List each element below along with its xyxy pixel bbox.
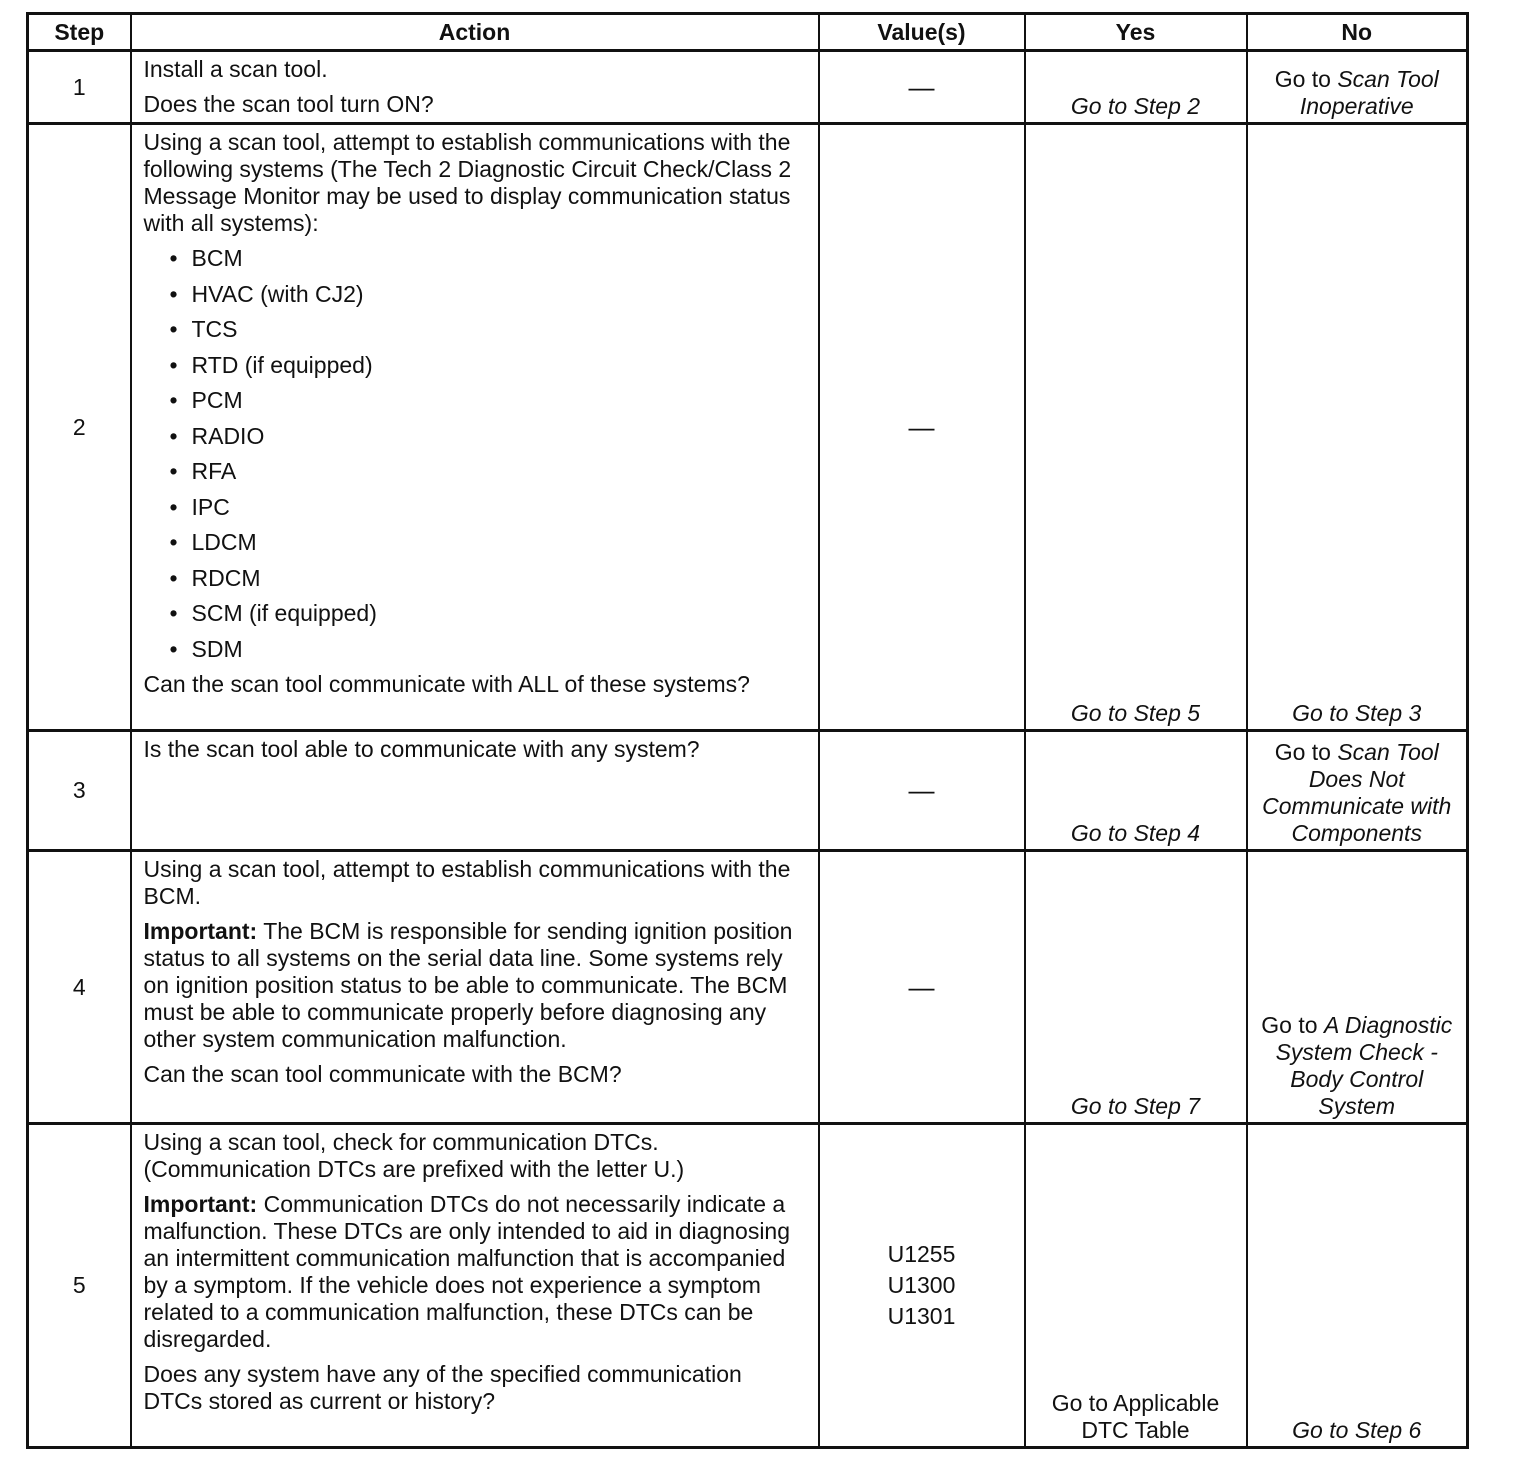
- step-number: 5: [28, 1124, 131, 1448]
- important-label: Important:: [143, 918, 258, 944]
- no-cell: Go to Step 6: [1247, 1124, 1468, 1448]
- list-item: • LDCM: [192, 529, 806, 556]
- action-question: Does any system have any of the specified communication DTCs stored as current or history?: [143, 1361, 742, 1414]
- value-cell: [819, 1124, 1025, 1448]
- dtc-code: U1255: [887, 1241, 956, 1267]
- dtc-code: U1301: [887, 1303, 956, 1329]
- important-note: [144, 918, 806, 1053]
- value-cell: —: [819, 731, 1025, 851]
- no-cell: [1247, 51, 1468, 124]
- action-text: Using a scan tool, attempt to establish communications with the BCM.: [143, 856, 791, 909]
- action-text: Using a scan tool, check for communication DTCs. (Communication DTCs are prefixed with the letter U.): [143, 1129, 685, 1182]
- systems-list: [144, 245, 806, 663]
- list-item: • BCM: [192, 245, 806, 272]
- table-row: [28, 51, 1468, 124]
- action-cell: [131, 124, 819, 731]
- action-cell: [131, 851, 819, 1124]
- no-target: Scan Tool Does Not Communicate with Components: [1262, 739, 1452, 846]
- yes-cell: Go to Step 5: [1025, 124, 1247, 731]
- value-cell: —: [819, 851, 1025, 1124]
- header-yes: Yes: [1025, 14, 1247, 51]
- list-item: • RADIO: [192, 423, 806, 450]
- no-prefix: Go to: [1261, 1012, 1324, 1038]
- list-item: • TCS: [192, 316, 806, 343]
- no-target: Scan Tool Inoperative: [1299, 66, 1439, 119]
- action-cell: [131, 1124, 819, 1448]
- table-row: [28, 851, 1468, 1124]
- action-question: Can the scan tool communicate with the BCM?: [143, 1061, 622, 1087]
- no-prefix: Go to: [1274, 739, 1338, 765]
- header-no: No: [1247, 14, 1468, 51]
- header-row: [28, 14, 1468, 51]
- value-cell: —: [819, 124, 1025, 731]
- list-item: • HVAC (with CJ2): [192, 281, 806, 308]
- no-cell: Go to Step 3: [1247, 124, 1468, 731]
- yes-cell: Go to Applicable DTC Table: [1025, 1124, 1247, 1448]
- table-row: [28, 124, 1468, 731]
- list-item: • RTD (if equipped): [192, 352, 806, 379]
- list-item: • SCM (if equipped): [192, 600, 806, 627]
- table-row: [28, 731, 1468, 851]
- important-note: [144, 1191, 806, 1353]
- yes-cell: Go to Step 7: [1025, 851, 1247, 1124]
- list-item: • IPC: [192, 494, 806, 521]
- header-action: Action: [131, 14, 819, 51]
- diagnostic-table: [26, 12, 1469, 1449]
- action-cell: [131, 51, 819, 124]
- no-prefix: Go to: [1274, 66, 1338, 92]
- action-cell: [131, 731, 819, 851]
- action-text: Install a scan tool.: [143, 56, 328, 82]
- value-cell: —: [819, 51, 1025, 124]
- list-item: • SDM: [192, 636, 806, 663]
- action-text: Using a scan tool, attempt to establish communications with the following systems (The Tech 2 Diagnostic Circuit Check/Class 2 Message Monitor may be used to display communication status with all systems):: [143, 129, 792, 236]
- step-number: 3: [28, 731, 131, 851]
- important-text: Communication DTCs do not necessarily indicate a malfunction. These DTCs are only intended to aid in diagnosing an intermittent communication malfunction that is accompanied by a symptom. If the vehicle does not experience a symptom related to a communication malfunction, these DTCs can be disregarded.: [143, 1191, 791, 1352]
- yes-cell: Go to Step 4: [1025, 731, 1247, 851]
- dtc-code: U1300: [887, 1272, 956, 1298]
- action-question: Is the scan tool able to communicate with any system?: [143, 736, 700, 762]
- no-cell: [1247, 731, 1468, 851]
- list-item: • PCM: [192, 387, 806, 414]
- no-cell: [1247, 851, 1468, 1124]
- important-text: The BCM is responsible for sending ignition position status to all systems on the serial data line. Some systems rely on ignition position status to be able to communicate. The BCM must be able to communicate properly before diagnosing any other system communication malfunction.: [143, 918, 793, 1052]
- step-number: 2: [28, 124, 131, 731]
- yes-cell: Go to Step 2: [1025, 51, 1247, 124]
- table-row: [28, 1124, 1468, 1448]
- important-label: Important:: [143, 1191, 258, 1217]
- header-values: Value(s): [819, 14, 1025, 51]
- list-item: • RFA: [192, 458, 806, 485]
- no-target: A Diagnostic System Check - Body Control System: [1275, 1012, 1453, 1119]
- action-question: Can the scan tool communicate with ALL of these systems?: [143, 671, 750, 697]
- step-number: 4: [28, 851, 131, 1124]
- step-number: 1: [28, 51, 131, 124]
- action-question: Does the scan tool turn ON?: [143, 91, 434, 117]
- header-step: Step: [28, 14, 131, 51]
- list-item: • RDCM: [192, 565, 806, 592]
